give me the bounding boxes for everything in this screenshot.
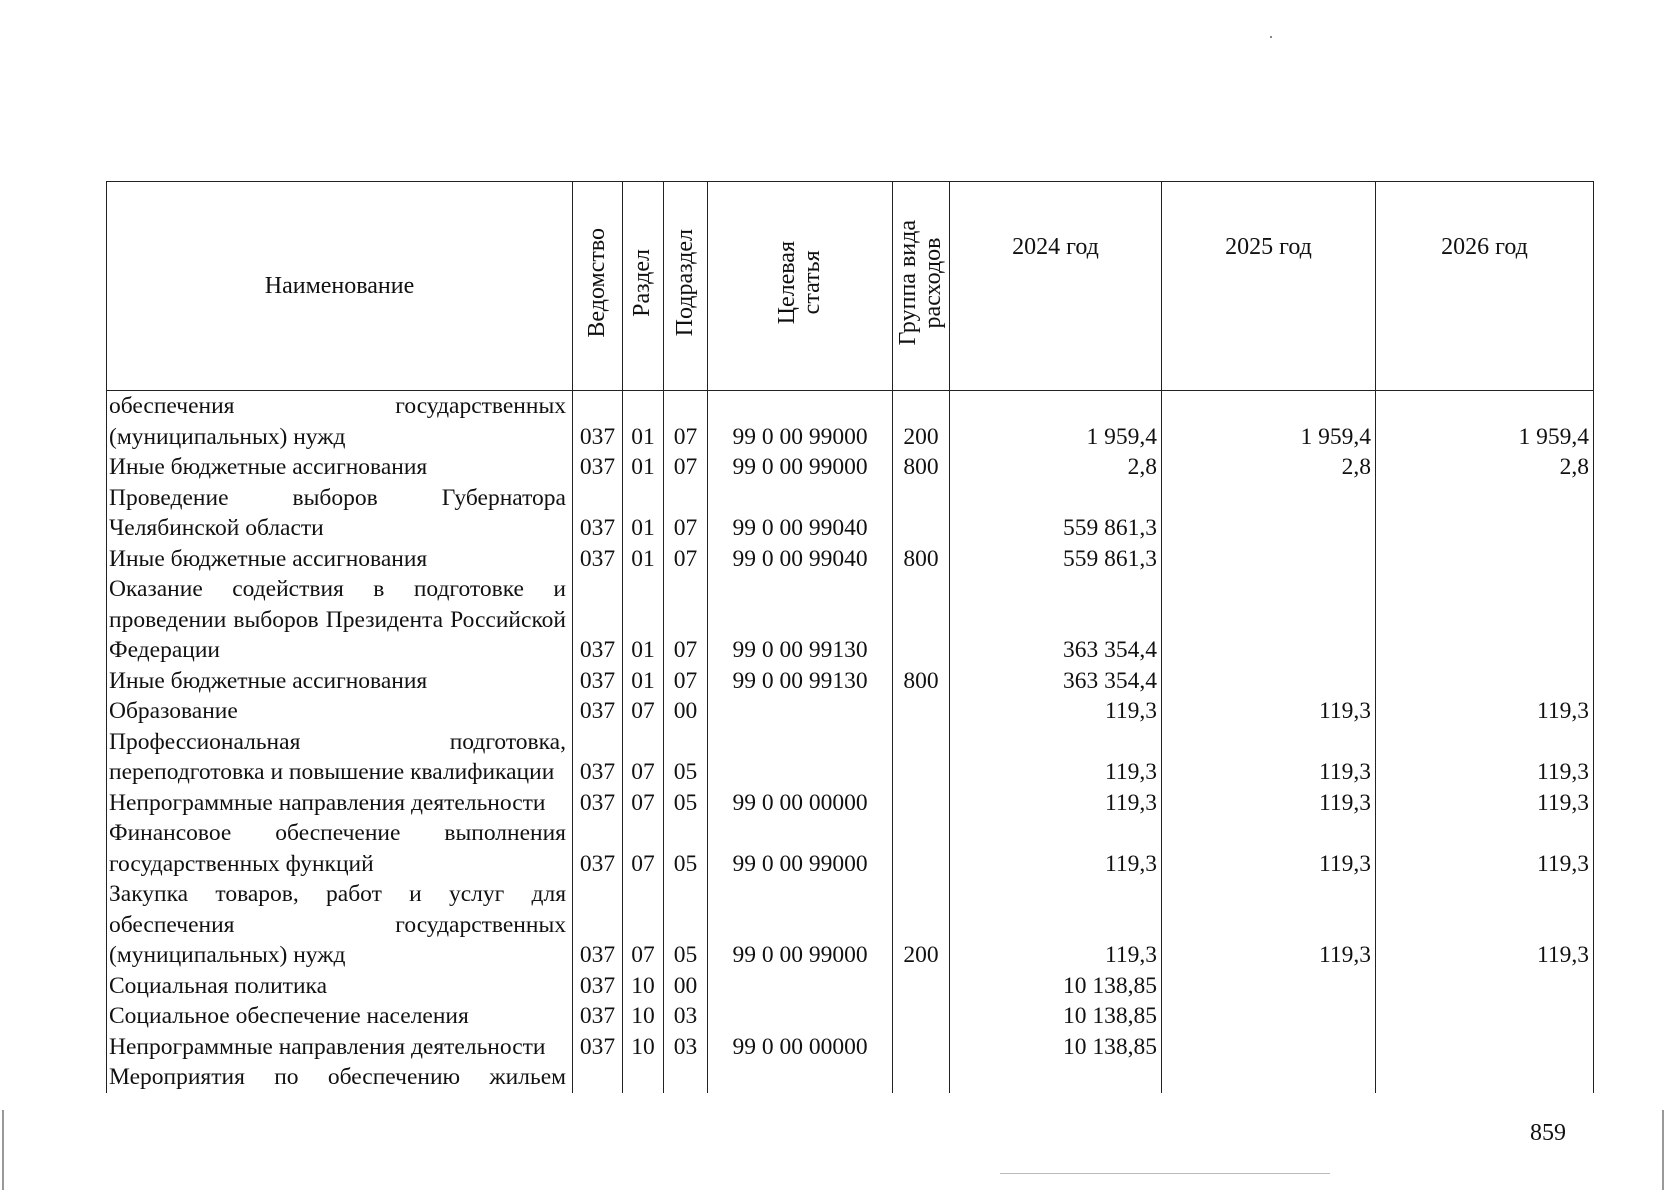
- table-row: [107, 727, 1594, 788]
- cell-2025: [1162, 971, 1376, 1002]
- cell-razdel: 07: [623, 818, 664, 879]
- header-year-2025: 2025 год: [1162, 182, 1376, 391]
- cell-2025: 1 959,4: [1162, 391, 1376, 453]
- cell-2024: 10 138,85: [950, 971, 1162, 1002]
- cell-celevaya: 99 0 00 99000: [708, 818, 893, 879]
- cell-2025: [1162, 483, 1376, 544]
- scan-speck: [1270, 36, 1272, 38]
- cell-celevaya: [708, 971, 893, 1002]
- cell-vedomstvo: 037: [573, 1032, 623, 1063]
- cell-gruppa: 200: [893, 879, 950, 971]
- cell-razdel: 10: [623, 1032, 664, 1063]
- cell-2024: 1 959,4: [950, 391, 1162, 453]
- table-header-row: [107, 182, 1594, 391]
- cell-name: Социальная политика: [107, 971, 573, 1002]
- cell-2024: 10 138,85: [950, 1032, 1162, 1063]
- cell-celevaya: [708, 1062, 893, 1093]
- cell-2026: [1376, 666, 1594, 697]
- cell-gruppa: 800: [893, 544, 950, 575]
- table-row: [107, 971, 1594, 1002]
- table-row: [107, 818, 1594, 879]
- cell-name: Непрограммные направления деятельности: [107, 1032, 573, 1063]
- cell-vedomstvo: 037: [573, 971, 623, 1002]
- cell-vedomstvo: 037: [573, 666, 623, 697]
- cell-celevaya: 99 0 00 00000: [708, 788, 893, 819]
- cell-2026: [1376, 544, 1594, 575]
- cell-name: Мероприятия по обеспечению жильем: [107, 1062, 573, 1093]
- cell-gruppa: [893, 971, 950, 1002]
- cell-razdel: 07: [623, 727, 664, 788]
- cell-razdel: 01: [623, 483, 664, 544]
- cell-name: Социальное обеспечение населения: [107, 1001, 573, 1032]
- cell-celevaya: 99 0 00 99130: [708, 574, 893, 666]
- table-row: [107, 483, 1594, 544]
- cell-vedomstvo: 037: [573, 574, 623, 666]
- header-name: Наименование: [107, 182, 573, 391]
- cell-gruppa: [893, 574, 950, 666]
- cell-2026: [1376, 1062, 1594, 1093]
- cell-gruppa: [893, 818, 950, 879]
- cell-name: Профессиональная подготовка, переподготовка и повышение квалификации: [107, 727, 573, 788]
- cell-celevaya: 99 0 00 00000: [708, 1032, 893, 1063]
- cell-name: Иные бюджетные ассигнования: [107, 544, 573, 575]
- cell-2024: 119,3: [950, 788, 1162, 819]
- table-row: [107, 696, 1594, 727]
- cell-2026: 119,3: [1376, 788, 1594, 819]
- cell-vedomstvo: 037: [573, 879, 623, 971]
- cell-razdel: 07: [623, 879, 664, 971]
- cell-razdel: 01: [623, 452, 664, 483]
- cell-2024: 119,3: [950, 696, 1162, 727]
- cell-podrazdel: 05: [664, 727, 708, 788]
- table-row-continuation: [107, 1062, 1594, 1093]
- cell-2024: 363 354,4: [950, 666, 1162, 697]
- cell-celevaya: 99 0 00 99040: [708, 544, 893, 575]
- cell-celevaya: 99 0 00 99040: [708, 483, 893, 544]
- table-row: [107, 788, 1594, 819]
- header-gruppa-vida-raskhodov: Группа вида расходов: [893, 182, 950, 391]
- cell-vedomstvo: 037: [573, 1001, 623, 1032]
- cell-2026: [1376, 971, 1594, 1002]
- cell-name: Оказание содействия в подготовке и проведении выборов Президента Российской Федерации: [107, 574, 573, 666]
- cell-gruppa: 800: [893, 452, 950, 483]
- cell-name: Закупка товаров, работ и услуг для обеспечения государственных (муниципальных) нужд: [107, 879, 573, 971]
- cell-2026: [1376, 483, 1594, 544]
- cell-name: Финансовое обеспечение выполнения государственных функций: [107, 818, 573, 879]
- cell-razdel: [623, 1062, 664, 1093]
- cell-podrazdel: 07: [664, 666, 708, 697]
- header-razdel: Раздел: [623, 182, 664, 391]
- cell-vedomstvo: 037: [573, 452, 623, 483]
- cell-razdel: 01: [623, 544, 664, 575]
- cell-2026: 119,3: [1376, 727, 1594, 788]
- cell-celevaya: [708, 1001, 893, 1032]
- cell-vedomstvo: 037: [573, 818, 623, 879]
- cell-podrazdel: 07: [664, 452, 708, 483]
- table-row: [107, 879, 1594, 971]
- cell-podrazdel: 07: [664, 391, 708, 453]
- scan-speck: [1662, 1110, 1664, 1190]
- cell-podrazdel: 03: [664, 1001, 708, 1032]
- cell-podrazdel: 00: [664, 696, 708, 727]
- table-row: [107, 544, 1594, 575]
- cell-razdel: 01: [623, 666, 664, 697]
- cell-podrazdel: 07: [664, 483, 708, 544]
- cell-razdel: 01: [623, 574, 664, 666]
- cell-2024: [950, 1062, 1162, 1093]
- cell-podrazdel: 05: [664, 788, 708, 819]
- cell-2025: 119,3: [1162, 818, 1376, 879]
- page-number: 859: [1530, 1120, 1566, 1146]
- cell-2024: 559 861,3: [950, 483, 1162, 544]
- cell-2025: [1162, 544, 1376, 575]
- cell-vedomstvo: 037: [573, 544, 623, 575]
- cell-2024: 363 354,4: [950, 574, 1162, 666]
- cell-gruppa: [893, 1001, 950, 1032]
- cell-2025: 119,3: [1162, 788, 1376, 819]
- cell-vedomstvo: 037: [573, 696, 623, 727]
- table-row: [107, 574, 1594, 666]
- cell-2024: 10 138,85: [950, 1001, 1162, 1032]
- cell-podrazdel: 05: [664, 879, 708, 971]
- cell-podrazdel: 00: [664, 971, 708, 1002]
- cell-2025: [1162, 1032, 1376, 1063]
- cell-2026: 1 959,4: [1376, 391, 1594, 453]
- header-celevaya-statya: Целевая статья: [708, 182, 893, 391]
- cell-vedomstvo: 037: [573, 483, 623, 544]
- cell-razdel: 07: [623, 788, 664, 819]
- table-row: [107, 1001, 1594, 1032]
- cell-celevaya: [708, 696, 893, 727]
- cell-2026: [1376, 1032, 1594, 1063]
- cell-celevaya: [708, 727, 893, 788]
- cell-2026: 119,3: [1376, 879, 1594, 971]
- cell-gruppa: [893, 696, 950, 727]
- cell-vedomstvo: 037: [573, 727, 623, 788]
- cell-podrazdel: 07: [664, 574, 708, 666]
- cell-2025: [1162, 1001, 1376, 1032]
- cell-2024: 119,3: [950, 879, 1162, 971]
- cell-name: обеспечения государственных (муниципальных) нужд: [107, 391, 573, 453]
- cell-2024: 2,8: [950, 452, 1162, 483]
- cell-name: Иные бюджетные ассигнования: [107, 666, 573, 697]
- table-row: [107, 452, 1594, 483]
- cell-2026: [1376, 574, 1594, 666]
- cell-gruppa: [893, 727, 950, 788]
- header-year-2026: 2026 год: [1376, 182, 1594, 391]
- budget-table: [106, 181, 1594, 1093]
- cell-razdel: 07: [623, 696, 664, 727]
- cell-gruppa: [893, 1062, 950, 1093]
- cell-podrazdel: 07: [664, 544, 708, 575]
- cell-podrazdel: 05: [664, 818, 708, 879]
- cell-name: Иные бюджетные ассигнования: [107, 452, 573, 483]
- table-row: [107, 1032, 1594, 1063]
- cell-2024: 559 861,3: [950, 544, 1162, 575]
- cell-2025: 119,3: [1162, 696, 1376, 727]
- table-row: [107, 391, 1594, 453]
- cell-name: Образование: [107, 696, 573, 727]
- scan-speck: [2, 1110, 4, 1190]
- cell-2024: 119,3: [950, 727, 1162, 788]
- cell-razdel: 10: [623, 1001, 664, 1032]
- cell-2025: 2,8: [1162, 452, 1376, 483]
- cell-name: Проведение выборов Губернатора Челябинской области: [107, 483, 573, 544]
- cell-razdel: 01: [623, 391, 664, 453]
- header-vedomstvo: Ведомство: [573, 182, 623, 391]
- cell-2025: 119,3: [1162, 727, 1376, 788]
- cell-2026: 119,3: [1376, 696, 1594, 727]
- cell-podrazdel: 03: [664, 1032, 708, 1063]
- cell-vedomstvo: 037: [573, 391, 623, 453]
- cell-celevaya: 99 0 00 99000: [708, 452, 893, 483]
- table-row: [107, 666, 1594, 697]
- cell-celevaya: 99 0 00 99000: [708, 879, 893, 971]
- cell-2025: 119,3: [1162, 879, 1376, 971]
- cell-podrazdel: [664, 1062, 708, 1093]
- cell-2025: [1162, 1062, 1376, 1093]
- cell-razdel: 10: [623, 971, 664, 1002]
- cell-2025: [1162, 574, 1376, 666]
- cell-2025: [1162, 666, 1376, 697]
- cell-gruppa: 800: [893, 666, 950, 697]
- cell-name: Непрограммные направления деятельности: [107, 788, 573, 819]
- cell-gruppa: [893, 1032, 950, 1063]
- cell-celevaya: 99 0 00 99130: [708, 666, 893, 697]
- cell-2026: [1376, 1001, 1594, 1032]
- cell-2024: 119,3: [950, 818, 1162, 879]
- scan-speck: [1000, 1173, 1330, 1174]
- cell-celevaya: 99 0 00 99000: [708, 391, 893, 453]
- cell-gruppa: 200: [893, 391, 950, 453]
- cell-2026: 2,8: [1376, 452, 1594, 483]
- cell-gruppa: [893, 483, 950, 544]
- header-podrazdel: Подраздел: [664, 182, 708, 391]
- header-year-2024: 2024 год: [950, 182, 1162, 391]
- cell-2026: 119,3: [1376, 818, 1594, 879]
- cell-gruppa: [893, 788, 950, 819]
- cell-vedomstvo: [573, 1062, 623, 1093]
- cell-vedomstvo: 037: [573, 788, 623, 819]
